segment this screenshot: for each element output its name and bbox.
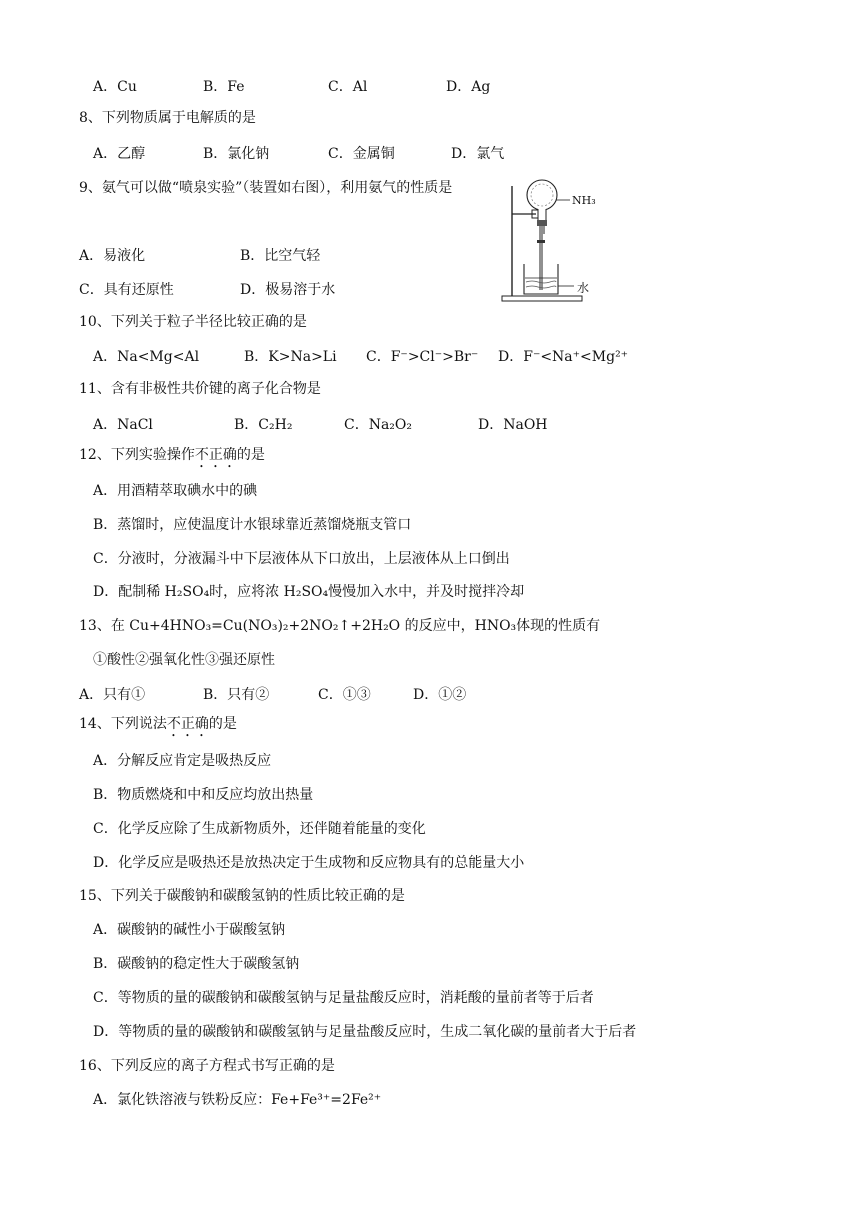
q13-option-b: B．只有② (203, 687, 270, 703)
q9-stem: 9、氨气可以做“喷泉实验”（装置如右图），利用氨气的性质是 (79, 180, 453, 196)
q12-option-b: B．蒸馏时，应使温度计水银球靠近蒸馏烧瓶支管口 (93, 517, 412, 533)
q15-option-a: A．碳酸钠的碱性小于碳酸氢钠 (93, 922, 286, 938)
q13-option-c: C．①③ (318, 687, 371, 703)
q15-option-c: C．等物质的量的碳酸钠和碳酸氢钠与足量盐酸反应时，消耗酸的量前者等于后者 (93, 990, 594, 1006)
q11-option-d: D．NaOH (478, 417, 548, 433)
q14-option-d: D．化学反应是吸热还是放热决定于生成物和反应物具有的总能量大小 (93, 855, 525, 871)
q11-option-b: B．C₂H₂ (234, 417, 293, 433)
q10-option-b: B．K>Na>Li (244, 349, 337, 365)
q7-option-c: C．Al (328, 79, 368, 95)
q12-option-a: A．用酒精萃取碘水中的碘 (93, 483, 258, 499)
q15-option-d: D．等物质的量的碳酸钠和碳酸氢钠与足量盐酸反应时，生成二氧化碳的量前者大于后者 (93, 1024, 637, 1040)
q10-stem: 10、下列关于粒子半径比较正确的是 (79, 314, 307, 330)
q7-option-a: A．Cu (93, 79, 137, 95)
q16-stem: 16、下列反应的离子方程式书写正确的是 (79, 1058, 335, 1074)
q14-option-a: A．分解反应肯定是吸热反应 (93, 753, 272, 769)
q12-option-d: D．配制稀 H₂SO₄时，应将浓 H₂SO₄慢慢加入水中，并及时搅拌冷却 (93, 584, 525, 600)
q12-stem-pre: 12、下列实验操作 (79, 447, 195, 463)
q14-stem-emphasis: 不正确 (166, 716, 209, 732)
q13-properties: ①酸性②强氧化性③强还原性 (93, 652, 275, 668)
q7-option-b: B．Fe (203, 79, 245, 95)
q8-option-a: A．乙醇 (93, 146, 146, 162)
q11-option-a: A．NaCl (93, 417, 153, 433)
q16-option-a: A．氯化铁溶液与铁粉反应：Fe+Fe³⁺=2Fe²⁺ (93, 1092, 382, 1108)
q10-option-c: C．F⁻>Cl⁻>Br⁻ (366, 349, 479, 365)
q12-stem (79, 445, 265, 465)
q12-stem-post: 的是 (236, 447, 265, 463)
q7-option-d: D．Ag (446, 79, 491, 95)
q14-option-c: C．化学反应除了生成新物质外，还伴随着能量的变化 (93, 821, 426, 837)
fountain-apparatus-figure (498, 176, 610, 308)
q10-option-a: A．Na<Mg<Al (93, 349, 200, 365)
q8-option-b: B．氯化钠 (203, 146, 270, 162)
q14-option-b: B．物质燃烧和中和反应均放出热量 (93, 787, 314, 803)
q8-option-d: D．氯气 (451, 146, 505, 162)
q15-stem: 15、下列关于碳酸钠和碳酸氢钠的性质比较正确的是 (79, 888, 405, 904)
q14-stem-post: 的是 (208, 716, 237, 732)
q9-option-b: B．比空气轻 (240, 248, 321, 264)
q13-option-d: D．①② (413, 687, 467, 703)
q11-option-c: C．Na₂O₂ (344, 417, 413, 433)
figure-gas-label: NH₃ (572, 194, 596, 207)
q15-option-b: B．碳酸钠的稳定性大于碳酸氢钠 (93, 956, 300, 972)
q13-stem: 13、在 Cu+4HNO₃=Cu(NO₃)₂+2NO₂↑+2H₂O 的反应中，HNO₃体现的性质有 (79, 618, 601, 634)
q14-stem (79, 714, 237, 734)
q9-option-c: C．具有还原性 (79, 282, 174, 298)
q13-option-a: A．只有① (79, 687, 146, 703)
q10-option-d: D．F⁻<Na⁺<Mg²⁺ (498, 349, 629, 365)
q11-stem: 11、含有非极性共价键的离子化合物是 (79, 381, 321, 397)
q8-option-c: C．金属铜 (328, 146, 395, 162)
q12-option-c: C．分液时，分液漏斗中下层液体从下口放出，上层液体从上口倒出 (93, 551, 510, 567)
q8-stem: 8、下列物质属于电解质的是 (79, 110, 256, 126)
q14-stem-pre: 14、下列说法 (79, 716, 167, 732)
q12-stem-emphasis: 不正确 (194, 447, 237, 463)
q9-option-d: D．极易溶于水 (240, 282, 336, 298)
q9-option-a: A．易液化 (79, 248, 146, 264)
figure-water-label: 水 (577, 281, 590, 295)
